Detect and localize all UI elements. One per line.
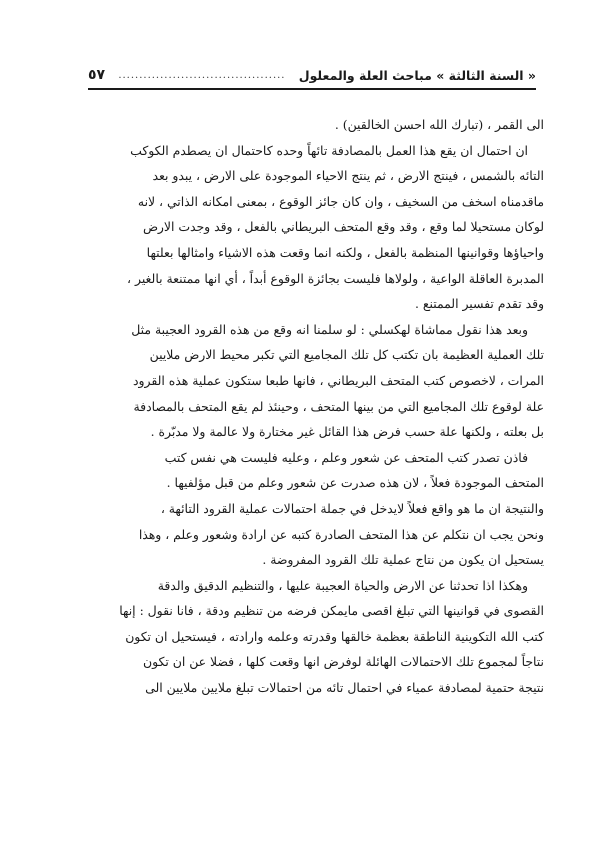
text-line: نتاجاً لمجموع تلك الاحتمالات الهائلة لوفرض انها وقعت كلها ، فضلا عن ان تكون xyxy=(142,654,544,670)
body-text xyxy=(62,112,544,701)
text-line: واحياؤها وقوانينها المنظمة بالفعل ، ولكنه انما وقعت هذه الاشياء وامثالها بعلتها xyxy=(146,244,544,260)
text-line: بل بعلته ، ولكنها علة حسب فرض هذا القائل غير مختارة ولا عالمة ولا مدبّرة . xyxy=(150,424,544,440)
text-line: وبعد هذا نقول مماشاة لهكسلي : لو سلمنا انه وقع من هذه القرود العجيبة مثل xyxy=(131,321,528,337)
text-line: القصوى في قوانينها التي تبلغ اقصى مايمكن فرضه من تنظيم ودقة ، فانا نقول : إنها xyxy=(119,603,544,619)
text-line: المدبرة العاقلة الواعية ، ولولاها فليست بجائزة الوقوع أبداً ، أي انها ممتنعة بالغير ، xyxy=(127,270,544,286)
text-line: المتحف الموجودة فعلاً ، لان هذه صدرت عن شعور وعلم من قبل مؤلفيها . xyxy=(166,475,544,491)
text-line: والنتيجة ان ما هو واقع فعلاً لايدخل في جملة احتمالات عملية القرود التائهة ، xyxy=(160,500,544,516)
leader-dots: ........................................ xyxy=(118,69,286,81)
text-line: فاذن تصدر كتب المتحف عن شعور وعلم ، وعليه فليست هي نفس كتب xyxy=(164,449,528,465)
text-line: التائه بالشمس ، فينتج الارض ، ثم ينتج الاحياء الموجودة على الارض ، يبدو بعد xyxy=(152,168,544,184)
text-line: المرات ، لاخصوص كتب المتحف البريطاني ، فانها طبعا ستكون عملية هذه القرود xyxy=(133,372,544,388)
page-number: ٥٧ xyxy=(88,67,106,83)
text-line: ونحن يجب ان نتكلم عن هذا المتحف الصادرة كتبه عن ارادة وشعور وعلم ، وهذا xyxy=(138,526,544,542)
chapter-title: « السنة الثالثة » مباحث العلة والمعلول xyxy=(298,67,536,83)
text-line: ماقدمناه اسخف من السخيف ، وان كان جائز الوقوع ، بمعنى امكانه الذاتي ، لانه xyxy=(137,193,544,209)
text-line: الى القمر ، (تبارك الله احسن الخالقين) . xyxy=(334,117,544,132)
text-line: علة لوقوع تلك المجاميع التي من بينها المتحف ، وحينئذ لم يقع المتحف بالمصادفة xyxy=(133,398,544,414)
text-line: لوكان مستحيلا لما وقع ، وقد وقع المتحف البريطاني بالفعل ، وقد وجدت الارض xyxy=(142,219,544,235)
text-line: وهكذا اذا تحدثنا عن الارض والحياة العجيبة عليها ، والتنظيم الدقيق والدقة xyxy=(157,577,528,593)
running-header xyxy=(88,62,536,90)
text-line: تلك العملية العظيمة بان تكتب كل تلك المجاميع التي تكبر محيط الارض ملايين xyxy=(149,347,544,363)
text-line: ان احتمال ان يقع هذا العمل بالمصادفة تائهاً وحده كاحتمال ان يصطدم الكوكب xyxy=(130,142,528,158)
text-line: كتب الله التكوينية الناطقة بعظمة خالقها وقدرته وعلمه وارادته ، فيستحيل ان تكون xyxy=(125,628,544,644)
text-line: وقد تقدم تفسير الممتنع . xyxy=(415,296,544,312)
text-line: يستحيل ان يكون من نتاج عملية تلك القرود المفروضة . xyxy=(262,552,544,568)
text-line: نتيجة حتمية لمصادفة عمياء في احتمال تائه من احتمالات تبلغ ملايين ملايين الى xyxy=(145,680,544,696)
